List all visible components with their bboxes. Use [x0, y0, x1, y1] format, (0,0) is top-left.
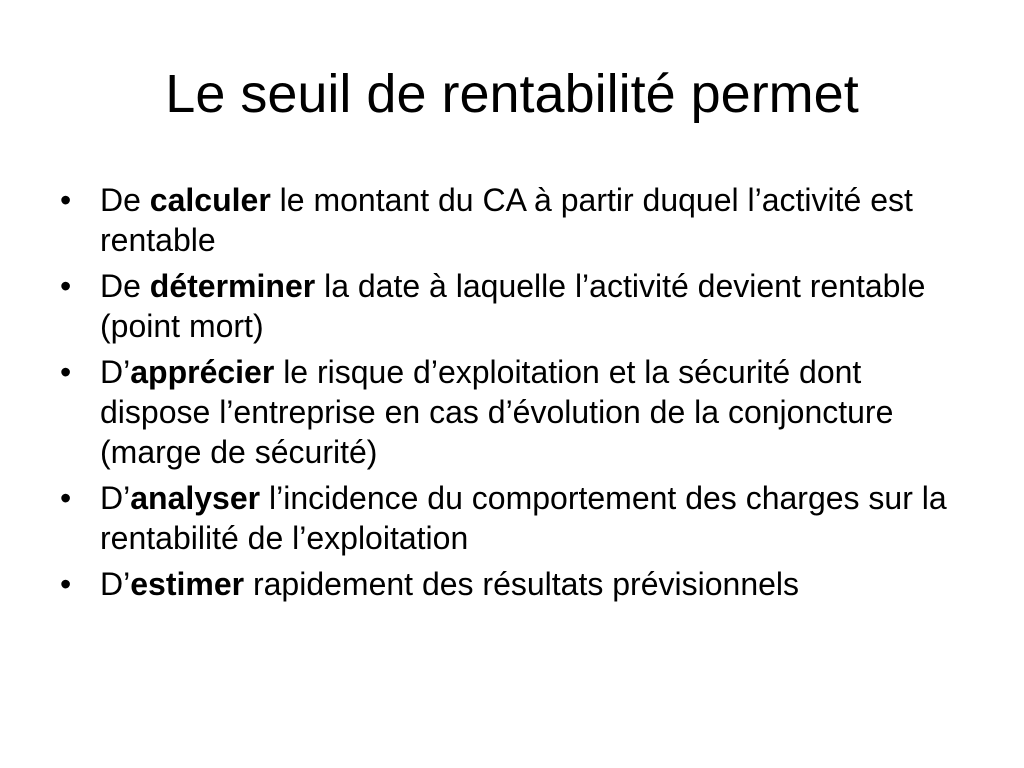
bullet-keyword: calculer	[149, 182, 271, 218]
bullet-marker: •	[60, 268, 72, 304]
bullet-list	[60, 180, 980, 610]
bullet-text	[100, 566, 799, 602]
bullet-item	[60, 266, 980, 346]
bullet-item	[60, 352, 980, 472]
bullet-keyword: estimer	[130, 566, 245, 602]
bullet-keyword: apprécier	[130, 354, 275, 390]
bullet-prefix: De	[100, 182, 150, 218]
bullet-prefix: D’	[100, 480, 131, 516]
bullet-rest: rapidement des résultats prévisionnels	[244, 566, 800, 602]
bullet-rest: le montant du CA à partir duquel l’activité est rentable	[100, 182, 913, 258]
bullet-item	[60, 180, 980, 260]
bullet-keyword: analyser	[130, 480, 261, 516]
bullet-prefix: De	[100, 268, 150, 304]
bullet-text	[100, 480, 947, 556]
bullet-rest: la date à laquelle l’activité devient rentable (point mort)	[100, 268, 926, 344]
bullet-text	[100, 268, 925, 344]
bullet-keyword: déterminer	[149, 268, 316, 304]
bullet-marker: •	[60, 480, 72, 516]
bullet-prefix: D’	[100, 566, 131, 602]
bullet-text	[100, 354, 893, 470]
bullet-marker: •	[60, 354, 72, 390]
bullet-marker: •	[60, 182, 72, 218]
bullet-prefix: D’	[100, 354, 131, 390]
bullet-rest: le risque d’exploitation et la sécurité dont dispose l’entreprise en cas d’évolution de la conjoncture (marge de sécurité)	[100, 354, 894, 470]
bullet-rest: l’incidence du comportement des charges sur la rentabilité de l’exploitation	[100, 480, 947, 556]
bullet-item	[60, 478, 980, 558]
slide-title: Le seuil de rentabilité permet	[165, 64, 859, 124]
bullet-text	[100, 182, 913, 258]
bullet-marker: •	[60, 566, 72, 602]
bullet-item	[60, 564, 980, 604]
